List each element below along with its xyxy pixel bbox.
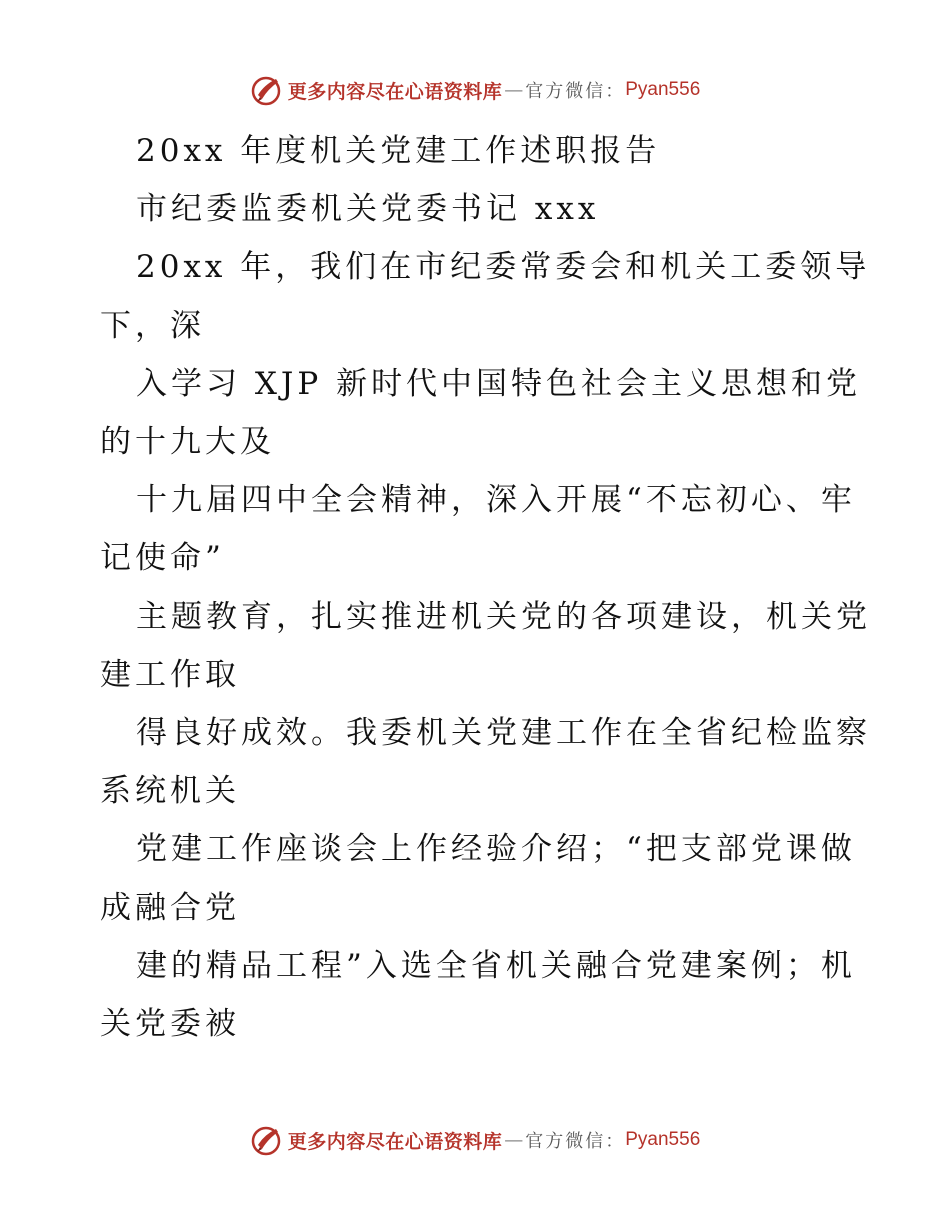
banner-wechat-label: 官方微信： [525, 1131, 626, 1152]
document-body [100, 122, 871, 1053]
banner-slogan: 更多内容尽在心语资料库 [287, 80, 503, 103]
text-line: 得良好成效。我委机关党建工作在全省纪检监察 [136, 715, 871, 752]
text-line: 系统机关 [100, 773, 240, 810]
text-line: 建的精品工程”入选全省机关融合党建案例；机 [136, 947, 856, 984]
banner-wechat-id: Pyan556 [625, 1129, 701, 1150]
document-author: 市纪委监委机关党委书记 xxx [136, 191, 600, 228]
text-line: 党建工作座谈会上作经验介绍；“把支部党课做 [136, 831, 856, 868]
text-line: 关党委被 [100, 1006, 240, 1043]
text-line: 入学习 XJP 新时代中国特色社会主义思想和党 [136, 365, 862, 402]
text-line: 下，深 [100, 307, 205, 344]
text-line: 的十九大及 [100, 424, 275, 461]
pen-logo-icon [250, 1123, 284, 1157]
text-line: 主题教育，扎实推进机关党的各项建设，机关党 [136, 598, 871, 635]
text-line: 记使命” [100, 540, 225, 577]
banner-slogan: 更多内容尽在心语资料库 [287, 1130, 503, 1153]
banner-wechat-label: 官方微信： [525, 81, 626, 102]
document-title: 20xx 年度机关党建工作述职报告 [136, 133, 661, 169]
banner-dash: — [504, 79, 524, 101]
text-line: 成融合党 [100, 889, 240, 926]
text-line: 十九届四中全会精神，深入开展“不忘初心、牢 [136, 482, 856, 519]
text-line: 20xx 年，我们在市纪委常委会和机关工委领导 [136, 249, 871, 286]
text-line: 建工作取 [100, 656, 240, 693]
footer-banner[interactable] [0, 1120, 950, 1160]
banner-wechat-id: Pyan556 [625, 79, 701, 100]
banner-dash: — [504, 1129, 524, 1151]
pen-logo-icon [250, 73, 284, 107]
header-banner[interactable] [0, 70, 950, 110]
